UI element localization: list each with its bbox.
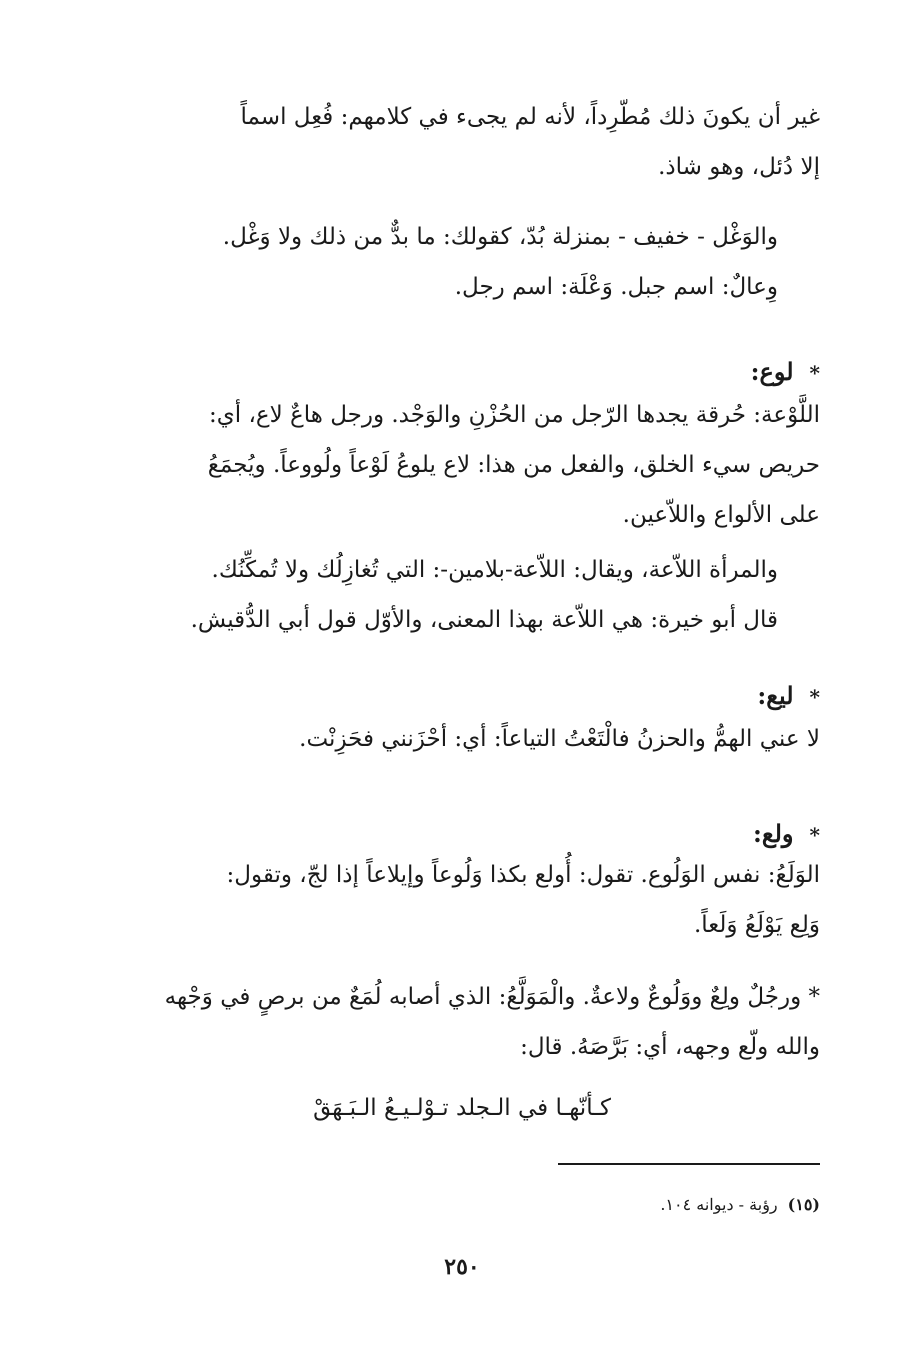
heading-text: لوع: (750, 357, 794, 386)
paragraph-intro (120, 92, 820, 192)
asterisk-icon: * (809, 685, 820, 709)
text-line: غير أن يكونَ ذلك مُطّرِداً، لأنه لم يجىء في كلامهم: فُعِل اسماً (240, 104, 820, 130)
footnote (660, 1190, 820, 1220)
text-line: وَلِع يَوْلَعُ وَلَعاً. (693, 912, 820, 938)
entry-heading-lwa (751, 352, 820, 393)
entry-body-lya (120, 714, 820, 764)
asterisk-icon: * (809, 361, 820, 385)
footnote-text: رؤبة - ديوانه ١٠٤. (660, 1195, 778, 1214)
text-line: اللَّوْعة: حُرقة يجدها الرّجل من الحُزْنِ والوَجْد. ورجل هاعٌ لاع، أي: (209, 402, 820, 428)
paragraph-wagl (118, 212, 778, 312)
heading-text: ليع: (757, 681, 794, 710)
text-line: * ورجُلٌ ولِعٌ ووَلُوعٌ ولاعةٌ. والْمَوَلَّعُ: الذي أصابه لُمَعٌ من برصٍ في وَجْهه (164, 984, 820, 1010)
text-line: على الألواع واللاّعين. (622, 502, 820, 528)
text-line: حريص سيء الخلق، والفعل من هذا: لاع يلوعُ لَوْعاً ولُووعاً. ويُجمَعُ (207, 452, 820, 478)
text-line: وِعالٌ: اسم جبل. وَعْلَة: اسم رجل. (454, 274, 778, 300)
text-line: والله ولّع وجهه، أي: بَرَّصَهُ. قال: (520, 1034, 820, 1060)
paragraph-laa (118, 545, 778, 645)
text-line: والمرأة اللاّعة، ويقال: اللاّعة-بلامين-: التي تُغازِلُك ولا تُمكِّنُك. (211, 557, 778, 583)
text-line: قال أبو خيرة: هي اللاّعة بهذا المعنى، والأوّل قول أبي الدُّقيش. (190, 607, 778, 633)
text-line: الوَلَعُ: نفس الوَلُوع. تقول: أُولع بكذا وَلُوعاً وإيلاعاً إذا لجّ، وتقول: (226, 862, 820, 888)
text-line: لا عني الهمُّ والحزنُ فالْتَعْتُ التياعاً: أي: أحْزَنني فحَزِنْت. (299, 726, 820, 752)
entry-heading-lya (757, 676, 820, 717)
paragraph-walia (120, 972, 820, 1072)
heading-text: ولع: (752, 819, 794, 848)
footnote-divider (558, 1163, 820, 1165)
poetry-verse: كـأنّهـا في الـجلد تـوْلـيـعُ الـبَـهَقْ (313, 1095, 611, 1121)
text-line: إلا دُئل، وهو شاذ. (658, 154, 820, 180)
footnote-number: (١٥) (787, 1195, 820, 1214)
entry-heading-wla (753, 814, 820, 855)
page-number: ٢٥٠ (444, 1254, 480, 1280)
text-line: والوَغْل - خفيف - بمنزلة بُدّ، كقولك: ما بدٌّ من ذلك ولا وَغْل. (222, 224, 778, 250)
entry-body-wla (120, 850, 820, 950)
asterisk-icon: * (809, 823, 820, 847)
entry-body-lwa (120, 390, 820, 540)
